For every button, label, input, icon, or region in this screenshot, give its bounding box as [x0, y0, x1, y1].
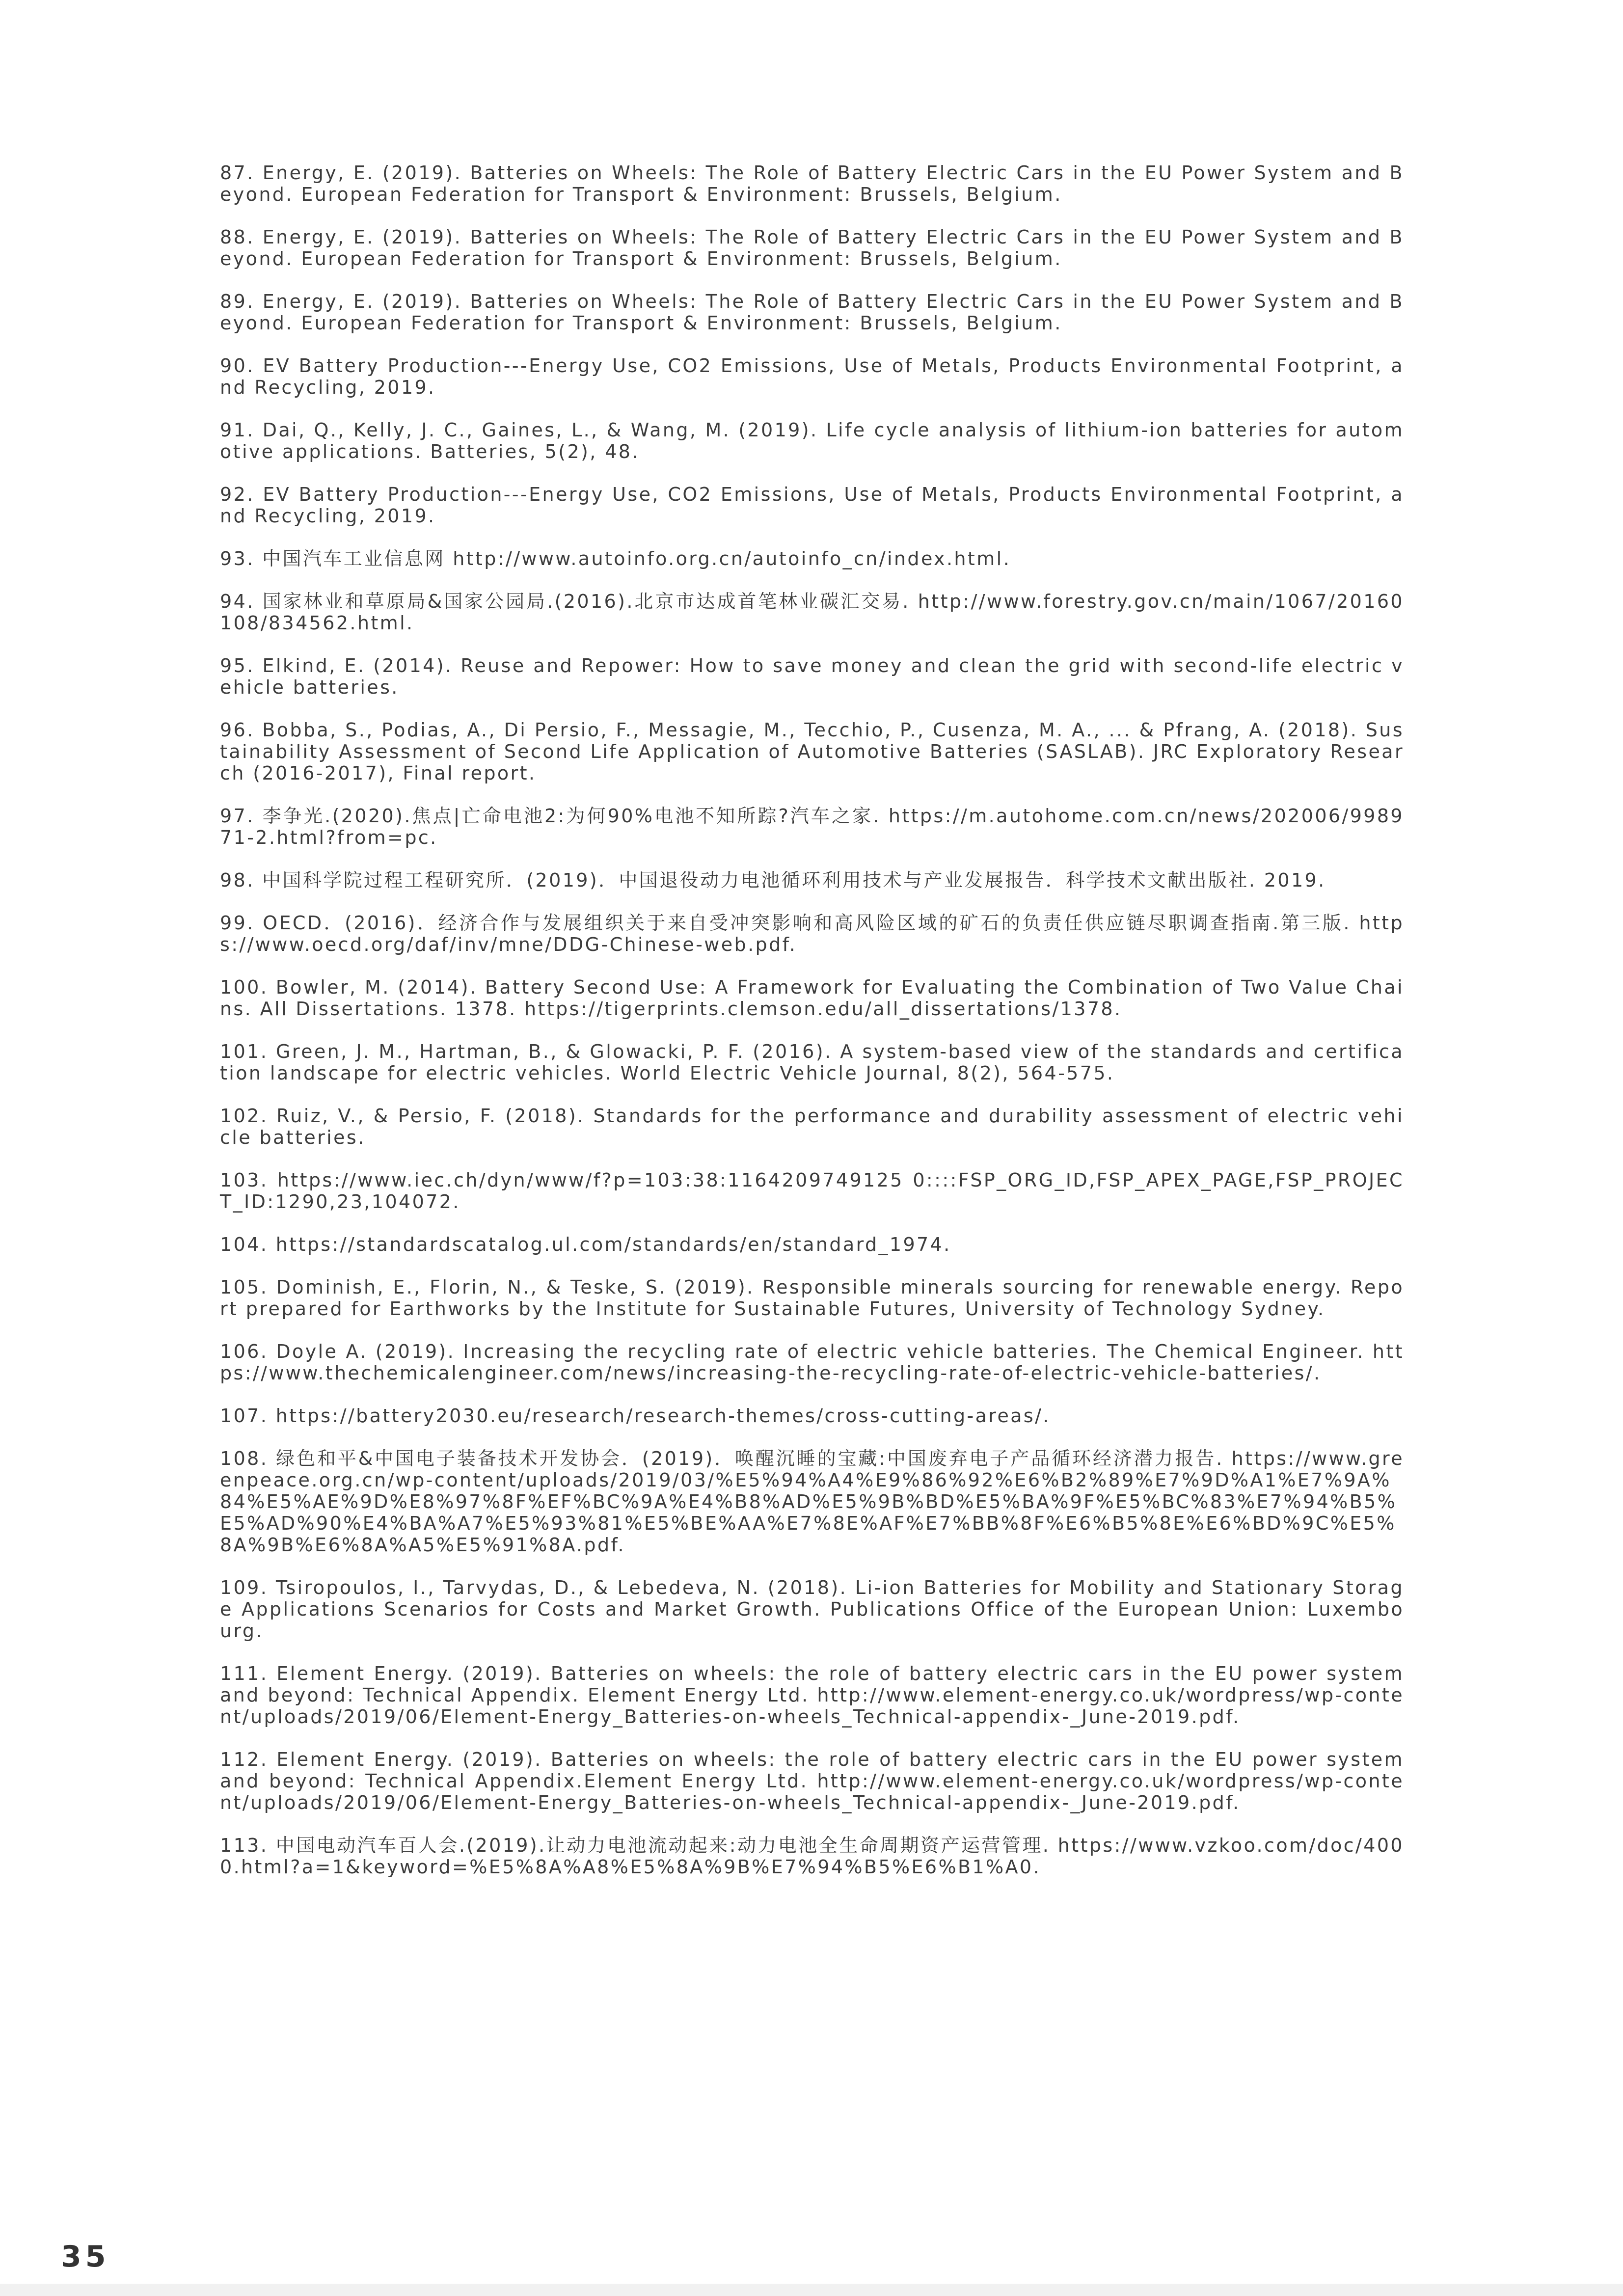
reference-item: 97. 李争光.(2020).焦点|亡命电池2:为何90%电池不知所踪?汽车之家. https://m.autohome.com.cn/news/202006/998971-2.html?from=pc.: [220, 805, 1404, 848]
reference-item: 112. Element Energy. (2019). Batteries on wheels: the role of battery electric cars in the EU power system and beyond: Technical Appendix.Element Energy Ltd. http://www.element-energy.co.uk/wordpress/wp-content/uploads/2019/06/Element-Energy_Batteries-on-wheels_Technical-appendix-_June-2019.pdf.: [220, 1749, 1404, 1813]
reference-list: [220, 162, 1404, 1899]
reference-item: 105. Dominish, E., Florin, N., & Teske, S. (2019). Responsible minerals sourcing for renewable energy. Report prepared for Earthworks by the Institute for Sustainable Futures, University of Technology Sydney.: [220, 1276, 1404, 1320]
reference-item: 113. 中国电动汽车百人会.(2019).让动力电池流动起来:动力电池全生命周期资产运营管理. https://www.vzkoo.com/doc/4000.html?a=1&keyword=%E5%8A%A8%E5%8A%9B%E7%94%B5%E6%B1%A0.: [220, 1835, 1404, 1878]
reference-item: 111. Element Energy. (2019). Batteries on wheels: the role of battery electric cars in the EU power system and beyond: Technical Appendix. Element Energy Ltd. http://www.element-energy.co.uk/wordpress/wp-content/uploads/2019/06/Element-Energy_Batteries-on-wheels_Technical-appendix-_June-2019.pdf.: [220, 1663, 1404, 1728]
reference-item: 95. Elkind, E. (2014). Reuse and Repower: How to save money and clean the grid with second-life electric vehicle batteries.: [220, 655, 1404, 698]
reference-item: 94. 国家林业和草原局&国家公园局.(2016).北京市达成首笔林业碳汇交易. http://www.forestry.gov.cn/main/1067/20160108/834562.html.: [220, 591, 1404, 634]
reference-item: 100. Bowler, M. (2014). Battery Second Use: A Framework for Evaluating the Combination of Two Value Chains. All Dissertations. 1378. https://tigerprints.clemson.edu/all_dissertations/1378.: [220, 976, 1404, 1020]
reference-item: 107. https://battery2030.eu/research/research-themes/cross-cutting-areas/.: [220, 1405, 1051, 1427]
page-bottom-divider: [0, 2284, 1623, 2296]
reference-item: 87. Energy, E. (2019). Batteries on Wheels: The Role of Battery Electric Cars in the EU Power System and Beyond. European Federation for Transport & Environment: Brussels, Belgium.: [220, 162, 1404, 205]
reference-item: 106. Doyle A. (2019). Increasing the recycling rate of electric vehicle batteries. The Chemical Engineer. https://www.thechemicalengineer.com/news/increasing-the-recycling-rate-of-electric-vehicle-batteries/.: [220, 1341, 1404, 1384]
reference-item: 101. Green, J. M., Hartman, B., & Glowacki, P. F. (2016). A system-based view of the standards and certification landscape for electric vehicles. World Electric Vehicle Journal, 8(2), 564-575.: [220, 1041, 1404, 1084]
reference-item: 98. 中国科学院过程工程研究所．(2019)．中国退役动力电池循环利用技术与产业发展报告．科学技术文献出版社. 2019.: [220, 869, 1326, 891]
reference-item: 96. Bobba, S., Podias, A., Di Persio, F., Messagie, M., Tecchio, P., Cusenza, M. A., ... & Pfrang, A. (2018). Sustainability Assessment of Second Life Application of Automotive Batteries (SASLAB). JRC Exploratory Research (2016-2017), Final report.: [220, 719, 1404, 784]
reference-item: 90. EV Battery Production---Energy Use, CO2 Emissions, Use of Metals, Products Environmental Footprint, and Recycling, 2019.: [220, 355, 1404, 398]
reference-item: 89. Energy, E. (2019). Batteries on Wheels: The Role of Battery Electric Cars in the EU Power System and Beyond. European Federation for Transport & Environment: Brussels, Belgium.: [220, 291, 1404, 334]
reference-item: 102. Ruiz, V., & Persio, F. (2018). Standards for the performance and durability assessment of electric vehicle batteries.: [220, 1105, 1404, 1148]
reference-item: 109. Tsiropoulos, I., Tarvydas, D., & Lebedeva, N. (2018). Li-ion Batteries for Mobility and Stationary Storage Applications Scenarios for Costs and Market Growth. Publications Office of the European Union: Luxembourg.: [220, 1577, 1404, 1642]
reference-item: 92. EV Battery Production---Energy Use, CO2 Emissions, Use of Metals, Products Environmental Footprint, and Recycling, 2019.: [220, 484, 1404, 527]
reference-item: 104. https://standardscatalog.ul.com/standards/en/standard_1974.: [220, 1234, 951, 1255]
reference-item: 99. OECD．(2016)．经济合作与发展组织关于来自受冲突影响和高风险区域的矿石的负责任供应链尽职调查指南.第三版. https://www.oecd.org/daf/inv/mne/DDG-Chinese-web.pdf.: [220, 912, 1404, 955]
reference-item: 103. https://www.iec.ch/dyn/www/f?p=103:38:1164209749125 0::::FSP_ORG_ID,FSP_APEX_PAGE,FSP_PROJECT_ID:1290,23,104072.: [220, 1169, 1404, 1213]
reference-item: 88. Energy, E. (2019). Batteries on Wheels: The Role of Battery Electric Cars in the EU Power System and Beyond. European Federation for Transport & Environment: Brussels, Belgium.: [220, 226, 1404, 270]
reference-item: 91. Dai, Q., Kelly, J. C., Gaines, L., & Wang, M. (2019). Life cycle analysis of lithium-ion batteries for automotive applications. Batteries, 5(2), 48.: [220, 419, 1404, 462]
reference-item: 108. 绿色和平&中国电子装备技术开发协会．(2019)．唤醒沉睡的宝藏:中国废弃电子产品循环经济潜力报告. https://www.greenpeace.org.cn/wp-content/uploads/2019/03/%E5%94%A4%E9%86%92%E6%B2%89%E7%9D%A1%E7%9A%84%E5%AE%9D%E8%97%8F%EF%BC%9A%E4%B8%AD%E5%9B%BD%E5%BA%9F%E5%BC%83%E7%94%B5%E5%AD%90%E4%BA%A7%E5%93%81%E5%BE%AA%E7%8E%AF%E7%BB%8F%E6%B5%8E%E6%BD%9C%E5%8A%9B%E6%8A%A5%E5%91%8A.pdf.: [220, 1448, 1404, 1556]
page-number: 35: [61, 2240, 110, 2274]
reference-item: 93. 中国汽车工业信息网 http://www.autoinfo.org.cn/autoinfo_cn/index.html.: [220, 548, 1011, 569]
